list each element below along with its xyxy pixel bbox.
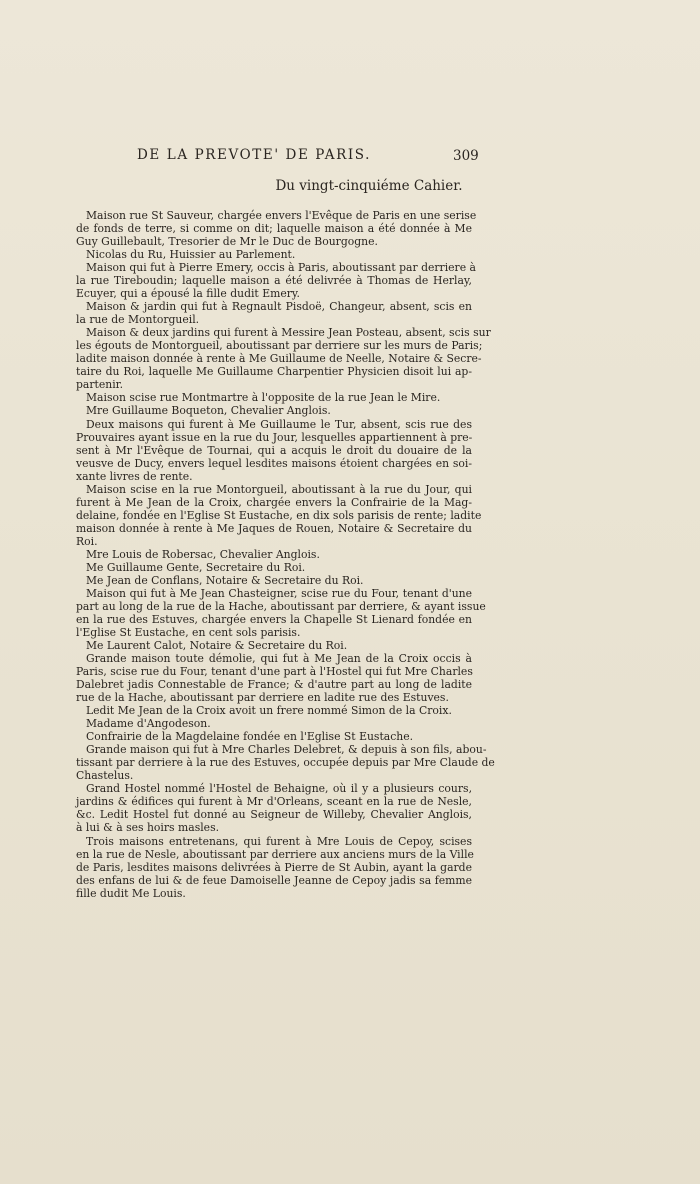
text-line: les égouts de Montorgueil, aboutissant par derriere sur les murs de Paris; (76, 339, 483, 353)
text-line: Maison qui fut à Me Jean Chasteigner, scise rue du Four, tenant d'une (86, 586, 472, 600)
text-line: veusve de Ducy, envers lequel lesdites maisons étoient chargées en soi- (76, 456, 472, 470)
text-line: rue de la Hache, aboutissant par derriere en ladite rue des Estuves. (76, 691, 449, 705)
text-line: Grand Hostel nommé l'Hostel de Behaigne, où il y a plusieurs cours, (86, 782, 472, 796)
text-line: taire du Roi, laquelle Me Guillaume Charpentier Physicien disoit lui ap- (76, 365, 472, 379)
text-line: Mre Guillaume Boqueton, Chevalier Anglois. (86, 404, 331, 418)
text-entry (76, 574, 472, 587)
text-line: la rue Tireboudin; laquelle maison a été delivrée à Thomas de Herlay, (76, 274, 472, 288)
text-line: &c. Ledit Hostel fut donné au Seigneur de Willeby, Chevalier Anglois, (76, 808, 472, 822)
text-entry (76, 209, 477, 249)
text-line: de fonds de terre, si comme on dit; laquelle maison a été donnée à Me (76, 222, 472, 236)
section-heading: Du vingt-cinquiéme Cahier. (275, 178, 463, 194)
text-line: de Paris, lesdites maisons delivrées à Pierre de St Aubin, ayant la garde (76, 860, 472, 874)
text-entry (76, 548, 472, 561)
text-entry (76, 300, 472, 326)
running-head (0, 147, 700, 167)
text-entry (76, 743, 495, 783)
page-number: 309 (453, 148, 479, 164)
text-line: en la rue des Estuves, chargée envers la Chapelle St Lienard fondée en (76, 612, 472, 626)
text-entry (76, 404, 472, 417)
text-line: tissant par derriere à la rue des Estuves, occupée depuis par Mre Claude de (76, 756, 495, 770)
text-line: Madame d'Angodeson. (86, 717, 211, 731)
text-line: sent à Mr l'Evêque de Tournai, qui a acquis le droit du douaire de la (76, 443, 472, 457)
text-line: Trois maisons entretenans, qui furent à Mre Louis de Cepoy, scises (86, 834, 472, 848)
text-line: Maison & jardin qui fut à Regnault Pisdoë, Changeur, absent, scis en (86, 300, 472, 314)
text-entry (76, 835, 472, 900)
text-line: des enfans de lui & de feue Damoiselle Jeanne de Cepoy jadis sa femme (76, 873, 472, 887)
text-line: Maison scise rue Montmartre à l'opposite de la rue Jean le Mire. (86, 391, 441, 405)
text-line: Ecuyer, qui a épousé la fille dudit Emery. (76, 287, 300, 301)
text-line: ladite maison donnée à rente à Me Guillaume de Neelle, Notaire & Secre- (76, 352, 482, 366)
body-text (76, 209, 495, 900)
text-line: Ledit Me Jean de la Croix avoit un frere nommé Simon de la Croix. (86, 704, 452, 718)
text-line: jardins & édifices qui furent à Mr d'Orleans, sceant en la rue de Nesle, (76, 795, 472, 809)
text-entry (76, 652, 472, 704)
text-line: delaine, fondée en l'Eglise St Eustache, en dix sols parisis de rente; ladite (76, 508, 482, 522)
text-entry (76, 248, 472, 261)
text-line: fille dudit Me Louis. (76, 886, 186, 900)
text-line: Dalebret jadis Connestable de France; & d'autre part au long de ladite (76, 678, 472, 692)
text-line: Maison scise en la rue Montorgueil, aboutissant à la rue du Jour, qui (86, 482, 472, 496)
text-line: Prouvaires ayant issue en la rue du Jour, lesquelles appartiennent à pre- (76, 430, 473, 444)
text-line: à lui & à ses hoirs masles. (76, 821, 220, 835)
text-entry (76, 326, 491, 392)
text-entry (76, 639, 472, 652)
text-line: Me Guillaume Gente, Secretaire du Roi. (86, 560, 306, 574)
text-line: Nicolas du Ru, Huissier au Parlement. (86, 248, 296, 262)
text-entry (76, 418, 472, 483)
text-line: partenir. (76, 378, 124, 392)
text-entry (76, 782, 472, 834)
text-entry (76, 730, 472, 743)
text-entry (76, 482, 482, 548)
text-entry (76, 586, 486, 639)
text-entry (76, 717, 472, 730)
text-line: Chastelus. (76, 769, 134, 783)
text-entry (76, 391, 472, 404)
text-line: Mre Louis de Robersac, Chevalier Anglois. (86, 547, 320, 561)
text-line: Maison & deux jardins qui furent à Messire Jean Posteau, absent, scis sur (86, 326, 491, 340)
text-line: Deux maisons qui furent à Me Guillaume le Tur, absent, scis rue des (86, 417, 472, 431)
text-entry (76, 704, 472, 717)
text-entry (76, 561, 472, 574)
text-line: Maison rue St Sauveur, chargée envers l'Evêque de Paris en une serise (86, 209, 477, 222)
text-line: maison donnée à rente à Me Jaques de Rouen, Notaire & Secretaire du (76, 521, 472, 535)
text-entry (76, 261, 476, 301)
text-line: Me Jean de Conflans, Notaire & Secretaire du Roi. (86, 573, 364, 587)
text-line: part au long de la rue de la Hache, aboutissant par derriere, & ayant issue (76, 599, 486, 613)
text-line: l'Eglise St Eustache, en cent sols parisis. (76, 626, 301, 639)
text-line: la rue de Montorgueil. (76, 313, 200, 327)
text-line: Roi. (76, 534, 98, 548)
text-line: xante livres de rente. (76, 469, 193, 483)
text-line: Paris, scise rue du Four, tenant d'une part à l'Hostel qui fut Mre Charles (76, 665, 473, 679)
text-line: Guy Guillebault, Tresorier de Mr le Duc de Bourgogne. (76, 235, 378, 249)
text-line: Me Laurent Calot, Notaire & Secretaire du Roi. (86, 639, 348, 653)
text-line: en la rue de Nesle, aboutissant par derriere aux anciens murs de la Ville (76, 847, 474, 861)
running-title: DE LA PREVOTE' DE PARIS. (137, 147, 372, 163)
text-line: Grande maison qui fut à Mre Charles Delebret, & depuis à son fils, abou- (86, 743, 487, 757)
text-line: Confrairie de la Magdelaine fondée en l'Eglise St Eustache. (86, 730, 414, 744)
text-line: Maison qui fut à Pierre Emery, occis à Paris, aboutissant par derriere à (86, 261, 476, 275)
text-line: Grande maison toute démolie, qui fut à Me Jean de la Croix occis à (86, 652, 472, 666)
text-line: furent à Me Jean de la Croix, chargée envers la Confrairie de la Mag- (76, 495, 472, 509)
